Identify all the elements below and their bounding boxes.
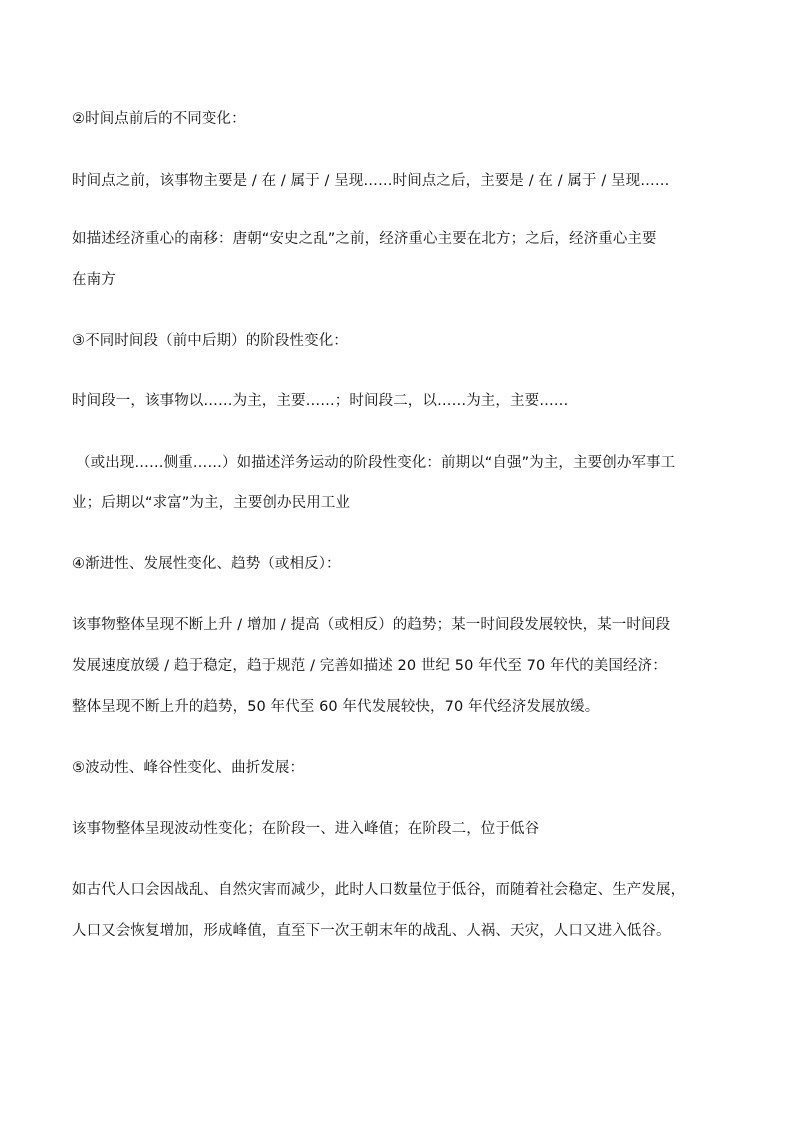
paragraph-population: 如古代人口会因战乱、自然灾害而减少，此时人口数量位于低谷，而随着社会稳定、生产发展， xyxy=(72,882,686,898)
paragraph-trend: 该事物整体呈现不断上升 / 增加 / 提高（或相反）的趋势；某一时间段发展较快，某一时间段 xyxy=(72,617,671,633)
paragraph-example-economy: 如描述经济重心的南移：唐朝“安史之乱”之前，经济重心主要在北方；之后，经济重心主要 xyxy=(72,231,657,247)
paragraph-trend-cont: 发展速度放缓 / 趋于稳定，趋于规范 / 完善如描述 20 世纪 50 年代至 70 年代的美国经济： xyxy=(72,658,667,674)
section-heading-2: ②时间点前后的不同变化： xyxy=(72,111,246,127)
paragraph-trend-cont-2: 整体呈现不断上升的趋势，50 年代至 60 年代发展较快，70 年代经济发展放缓。 xyxy=(72,699,600,715)
section-heading-5: ⑤波动性、峰谷性变化、曲折发展： xyxy=(72,760,305,776)
paragraph-yangwu-cont: 业；后期以“求富”为主，主要创办民用工业 xyxy=(72,495,351,511)
section-heading-4: ④渐进性、发展性变化、趋势（或相反）： xyxy=(72,556,341,572)
paragraph-fluctuation: 该事物整体呈现波动性变化；在阶段一、进入峰值；在阶段二，位于低谷 xyxy=(72,821,540,837)
paragraph-yangwu: （或出现……侧重……）如描述洋务运动的阶段性变化：前期以“自强”为主，主要创办军事工 xyxy=(76,455,676,471)
paragraph-population-cont: 人口又会恢复增加，形成峰值，直至下一次王朝末年的战乱、人祸、天灾，人口又进入低谷。 xyxy=(72,923,671,939)
paragraph-time-periods: 时间段一，该事物以……为主，主要……；时间段二，以……为主，主要…… xyxy=(72,393,569,409)
paragraph-time-point: 时间点之前，该事物主要是 / 在 / 属于 / 呈现……时间点之后，主要是 / 在 / 属于 / 呈现…… xyxy=(72,173,670,189)
section-heading-3: ③不同时间段（前中后期）的阶段性变化： xyxy=(72,333,348,349)
paragraph-example-economy-cont: 在南方 xyxy=(72,272,116,288)
